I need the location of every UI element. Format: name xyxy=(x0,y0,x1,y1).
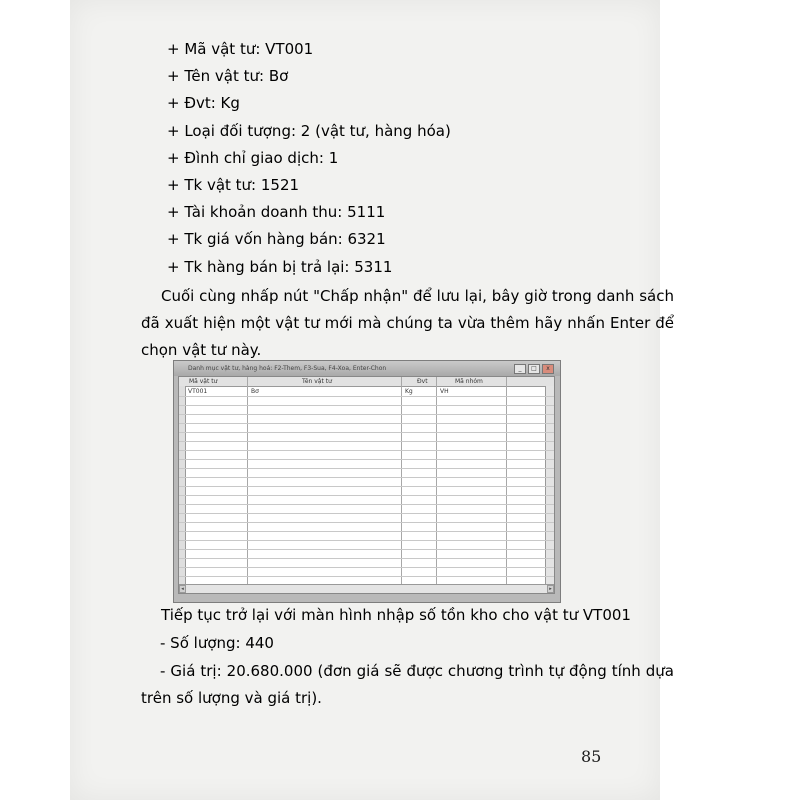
column-header-unit: Đvt xyxy=(417,378,428,385)
window-controls xyxy=(514,364,554,374)
column-divider xyxy=(506,377,507,593)
row-indicator-column xyxy=(179,386,186,593)
body-paragraph: Cuối cùng nhấp nút "Chấp nhận" để lưu lại, bây giờ trong danh sách đã xuất hiện một vật tư mới mà chúng ta vừa thêm hãy nhấn Enter để chọn vật tư này. xyxy=(141,286,674,359)
column-divider xyxy=(436,377,437,593)
bullet-item: + Tk hàng bán bị trả lại: 5311 xyxy=(167,257,393,276)
bullet-item: + Tk vật tư: 1521 xyxy=(167,176,300,195)
grid-header xyxy=(179,377,554,387)
grid-row-line xyxy=(179,531,554,532)
grid-row-line xyxy=(179,432,554,433)
grid-row-line xyxy=(179,558,554,559)
grid-row-line xyxy=(179,486,554,487)
cell-name: Bơ xyxy=(251,388,259,395)
cell-code: VT001 xyxy=(188,388,208,395)
body-paragraph: Tiếp tục trở lại với màn hình nhập số tồn kho cho vật tư VT001 xyxy=(161,606,631,624)
embedded-screenshot xyxy=(173,360,561,603)
grid-row-line xyxy=(179,522,554,523)
horizontal-scrollbar xyxy=(179,584,554,593)
grid-row-line xyxy=(179,423,554,424)
column-divider xyxy=(401,377,402,593)
grid-row-line xyxy=(179,414,554,415)
bullet-item: + Đvt: Kg xyxy=(167,94,240,113)
grid-row-line xyxy=(179,459,554,460)
item-list-grid xyxy=(178,376,555,594)
grid-row-line xyxy=(179,504,554,505)
cell-unit: Kg xyxy=(405,388,413,395)
grid-row-line xyxy=(179,576,554,577)
grid-row-line xyxy=(179,513,554,514)
grid-row-line xyxy=(179,567,554,568)
table-row xyxy=(179,387,554,396)
grid-row-line xyxy=(179,468,554,469)
bullet-item: + Loại đối tượng: 2 (vật tư, hàng hóa) xyxy=(167,121,451,140)
close-icon: x xyxy=(542,364,554,374)
grid-row-line xyxy=(179,495,554,496)
bullet-item: + Đình chỉ giao dịch: 1 xyxy=(167,148,339,167)
bullet-item: + Tk giá vốn hàng bán: 6321 xyxy=(167,230,386,249)
cell-group: VH xyxy=(440,388,449,395)
column-header-group: Mã nhóm xyxy=(455,378,483,385)
bullet-item: + Tài khoản doanh thu: 5111 xyxy=(167,203,386,222)
grid-row-line xyxy=(179,477,554,478)
minimize-icon: _ xyxy=(514,364,526,374)
bullet-list xyxy=(72,36,674,364)
grid-row-line xyxy=(179,450,554,451)
continuation-text xyxy=(72,602,674,712)
bullet-item: + Tên vật tư: Bơ xyxy=(167,67,289,86)
maximize-icon: □ xyxy=(528,364,540,374)
grid-row-line xyxy=(179,405,554,406)
scroll-right-icon: ▸ xyxy=(547,585,554,593)
grid-row-line xyxy=(179,540,554,541)
dash-item: - Số lượng: 440 xyxy=(160,634,274,652)
bullet-item: + Mã vật tư: VT001 xyxy=(167,40,314,58)
dash-item: - Giá trị: 20.680.000 (đơn giá sẽ được chương trình tự động tính dựa trên số lượng và giá trị). xyxy=(141,662,674,707)
column-divider xyxy=(247,377,248,593)
grid-row-line xyxy=(179,441,554,442)
column-header-code: Mã vật tư xyxy=(189,378,218,385)
grid-row-line xyxy=(179,396,554,397)
column-header-name: Tên vật tư xyxy=(302,378,332,385)
page-number: 85 xyxy=(581,747,602,766)
scroll-left-icon: ◂ xyxy=(179,585,186,593)
window-title: Danh mục vật tư, hàng hoá: F2-Them, F3-Sua, F4-Xoa, Enter-Chon xyxy=(174,361,560,376)
grid-row-line xyxy=(179,549,554,550)
